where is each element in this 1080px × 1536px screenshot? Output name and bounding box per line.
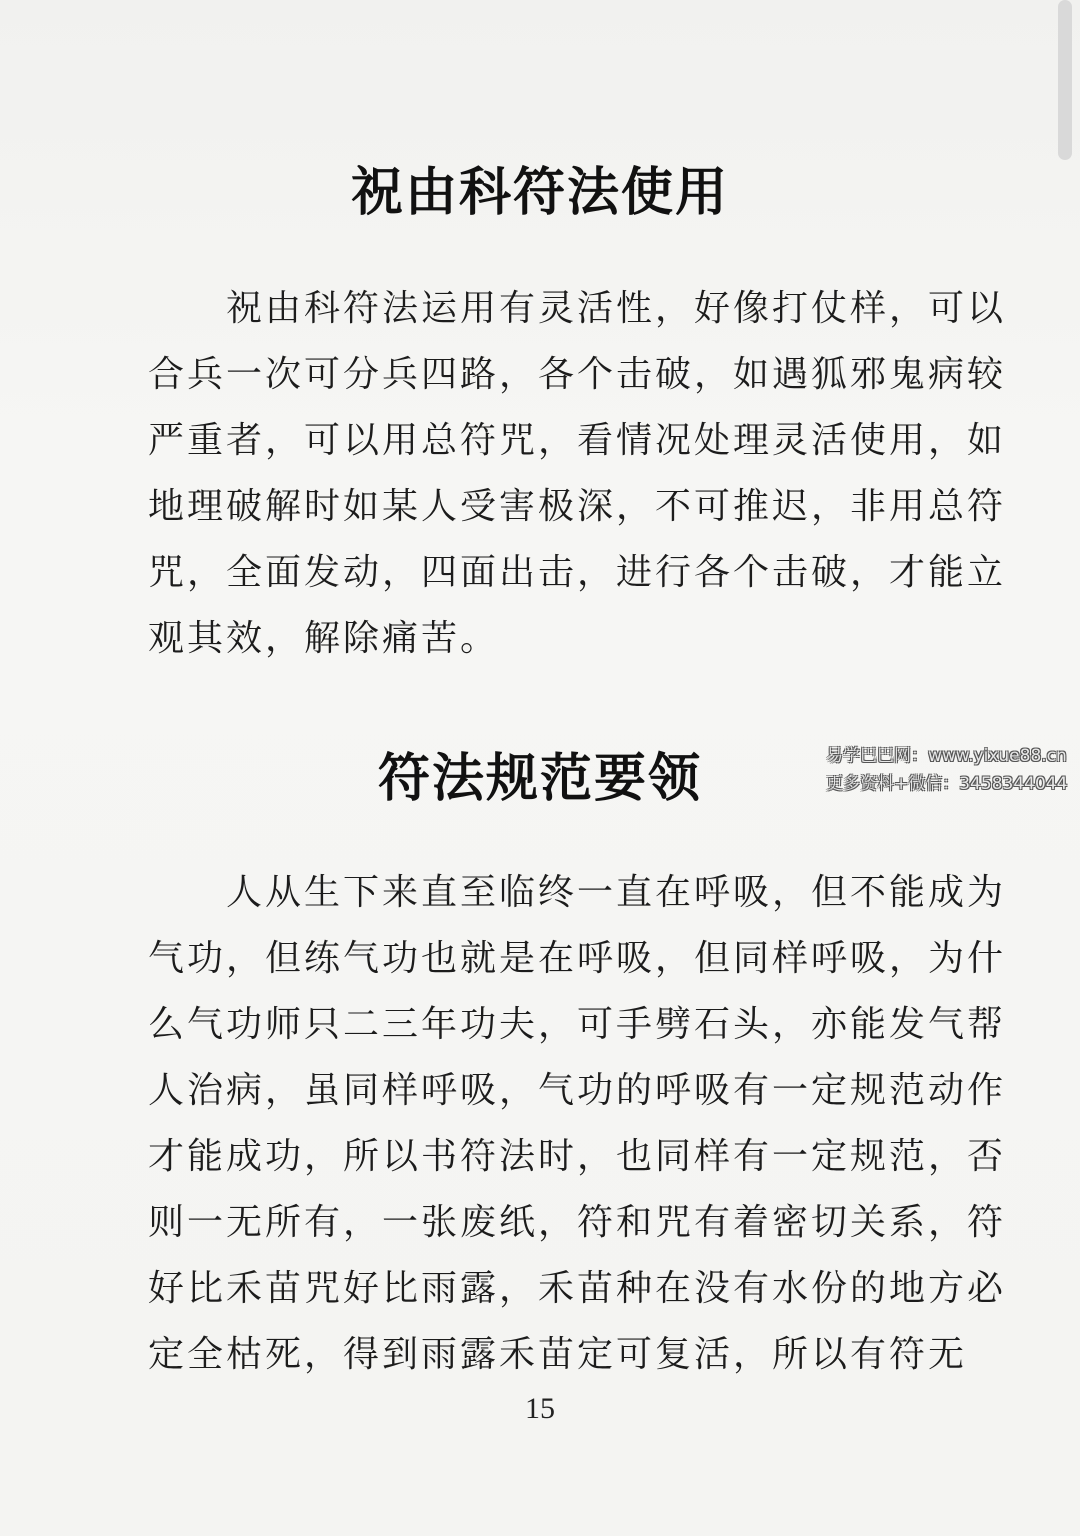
watermark-line-2: 更多资料+微信：3458344044 — [826, 774, 1068, 794]
paragraph-line: 气功，但练气功也就是在呼吸，但同样呼吸，为什 — [148, 938, 1007, 979]
paragraph-line: 定全枯死，得到雨露禾苗定可复活，所以有符无 — [148, 1334, 968, 1375]
section-1-paragraph — [148, 276, 1007, 672]
paragraph-line: 人从生下来直至临终一直在呼吸，但不能成为 — [148, 872, 1007, 913]
paragraph-line: 才能成功，所以书符法时，也同样有一定规范，否 — [148, 1136, 1007, 1177]
section-heading-2: 符法规范要领 — [377, 749, 702, 809]
paragraph-line: 咒，全面发动，四面出击，进行各个击破，才能立 — [148, 552, 1007, 593]
scrollbar[interactable] — [1058, 0, 1072, 160]
paragraph-line: 则一无所有，一张废纸，符和咒有着密切关系，符 — [148, 1202, 1007, 1243]
paragraph-line: 么气功师只二三年功夫，可手劈石头，亦能发气帮 — [148, 1004, 1007, 1045]
watermark-line-1: 易学巴巴网：www.yixue88.cn — [826, 746, 1067, 766]
paragraph-line: 人治病，虽同样呼吸，气功的呼吸有一定规范动作 — [148, 1070, 1007, 1111]
paragraph-line: 严重者，可以用总符咒，看情况处理灵活使用，如 — [148, 420, 1007, 461]
paragraph-line: 好比禾苗咒好比雨露，禾苗种在没有水份的地方必 — [148, 1268, 1007, 1309]
watermark — [826, 742, 1067, 798]
paragraph-line: 祝由科符法运用有灵活性，好像打仗样，可以 — [148, 288, 1007, 329]
paragraph-line: 地理破解时如某人受害极深，不可推迟，非用总符 — [148, 486, 1007, 527]
paragraph-line: 合兵一次可分兵四路，各个击破，如遇狐邪鬼病较 — [148, 354, 1007, 395]
paragraph-line: 观其效，解除痛苦。 — [148, 618, 500, 659]
page-number: 15 — [525, 1392, 555, 1425]
section-heading-1: 祝由科符法使用 — [350, 163, 729, 223]
section-2-paragraph — [148, 860, 1007, 1388]
